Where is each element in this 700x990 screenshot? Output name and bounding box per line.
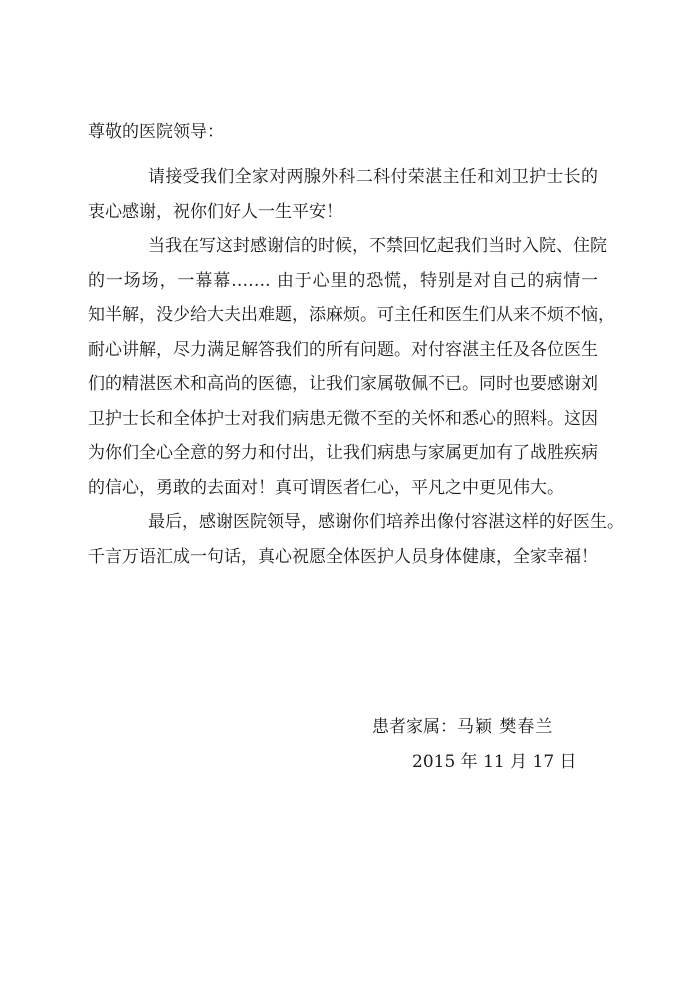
letter-date: 2015 年 11 月 17 日	[412, 752, 577, 772]
paragraph-2-line-5: 们的精湛医术和高尚的医德，让我们家属敬佩不已。同时也要感谢刘	[88, 374, 598, 394]
signature-label: 患者家属：	[372, 717, 457, 737]
paragraph-1-line-2: 衷心感谢，祝你们好人一生平安！	[88, 201, 343, 222]
paragraph-2-line-3: 知半解，没少给大夫出难题，添麻烦。可主任和医生们从来不烦不恼，	[88, 305, 615, 325]
paragraph-1-line-1: 请接受我们全家对两腺外科二科付荣湛主任和刘卫护士长的	[148, 167, 598, 187]
signature	[372, 715, 553, 739]
paragraph-2-line-8: 的信心，勇敢的去面对！真可谓医者仁心，平凡之中更见伟大。	[88, 477, 564, 498]
salutation: 尊敬的医院领导：	[88, 122, 224, 142]
paragraph-3-line-1: 最后，感谢医院领导，感谢你们培养出像付容湛这样的好医生。	[148, 512, 624, 532]
paragraph-2-line-2: 的一场场，一幕幕……. 由于心里的恐慌，特别是对自己的病情一	[88, 270, 598, 291]
signature-names: 马颖 樊春兰	[457, 717, 554, 737]
paragraph-2-line-4: 耐心讲解，尽力满足解答我们的所有问题。对付容湛主任及各位医生	[88, 339, 598, 360]
paragraph-2-line-6: 卫护士长和全体护士对我们病患无微不至的关怀和悉心的照料。这因	[88, 408, 598, 429]
paragraph-2-line-1: 当我在写这封感谢信的时候，不禁回忆起我们当时入院、住院	[148, 236, 607, 256]
paragraph-2-line-7: 为你们全心全意的努力和付出，让我们病患与家属更加有了战胜疾病	[88, 443, 598, 463]
paragraph-3-line-2: 千言万语汇成一句话，真心祝愿全体医护人员身体健康，全家幸福！	[88, 546, 598, 567]
letter-body	[88, 160, 624, 574]
